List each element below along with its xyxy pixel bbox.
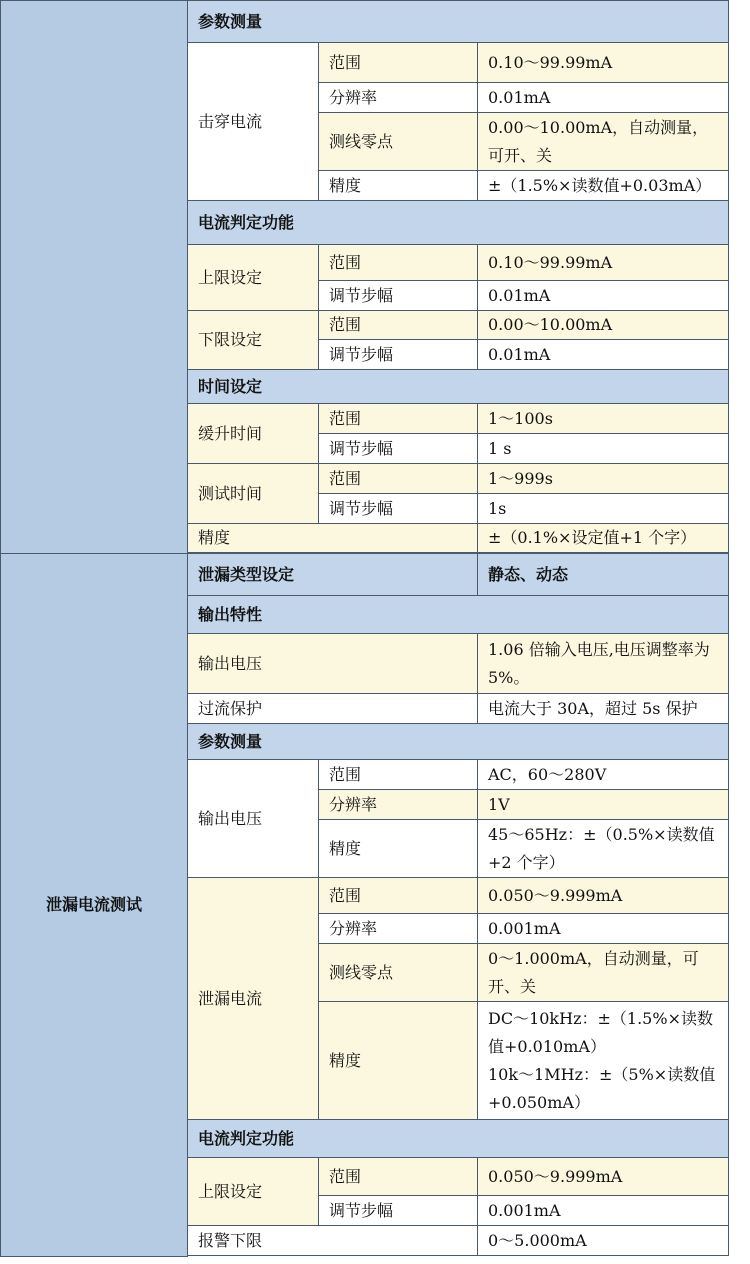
param-value: 0～5.000mA: [478, 1226, 729, 1256]
param-name: 调节步幅: [319, 494, 478, 524]
param-value: 0～1.000mA，自动测量，可开、关: [478, 944, 729, 1002]
param-value: 0.001mA: [478, 914, 729, 944]
param-name: 调节步幅: [319, 1196, 478, 1226]
param-name: 测线零点: [319, 113, 478, 171]
row-label: 泄漏电流: [188, 878, 319, 1120]
param-value: 静态、动态: [478, 554, 729, 596]
row-label: 击穿电流: [188, 43, 319, 201]
section-title: 电流判定功能: [188, 201, 729, 245]
row-label: 精度: [188, 524, 478, 553]
param-value: 45～65Hz：±（0.5%×读数值+2 个字）: [478, 820, 729, 878]
row-label: 缓升时间: [188, 404, 319, 464]
param-value: 0.00～10.00mA，自动测量，可开、关: [478, 113, 729, 171]
param-name: 范围: [319, 760, 478, 790]
row-label: 下限设定: [188, 311, 319, 370]
section-title: 参数测量: [188, 1, 729, 43]
param-value: 0.01mA: [478, 340, 729, 370]
param-name: 范围: [319, 1158, 478, 1196]
group-label-leak: 泄漏电流测试: [1, 554, 188, 1257]
row-label: 输出电压: [188, 760, 319, 878]
param-value: 0.01mA: [478, 83, 729, 113]
row-label: 测试时间: [188, 464, 319, 524]
param-value: 1.06 倍输入电压,电压调整率为 5%。: [478, 634, 729, 694]
param-value: 1 s: [478, 434, 729, 464]
param-value: 0.001mA: [478, 1196, 729, 1226]
param-name: 精度: [319, 820, 478, 878]
row-label: 报警下限: [188, 1226, 478, 1256]
param-value: 0.00～10.00mA: [478, 311, 729, 340]
param-name: 范围: [319, 464, 478, 494]
section-row: [1, 1, 729, 43]
param-value: ±（1.5%×读数值+0.03mA）: [478, 171, 729, 201]
row-label: 过流保护: [188, 694, 478, 724]
param-name: 精度: [319, 1002, 478, 1120]
spacer-row: [1, 1256, 729, 1257]
param-name: 分辨率: [319, 914, 478, 944]
row-label: 上限设定: [188, 1158, 319, 1226]
param-name: 范围: [319, 311, 478, 340]
accuracy-line-2: 10k～1MHz：±（5%×读数值+0.050mA）: [488, 1064, 716, 1112]
section-title: 输出特性: [188, 596, 729, 634]
param-value: AC，60～280V: [478, 760, 729, 790]
param-name: 调节步幅: [319, 434, 478, 464]
param-value: 1～100s: [478, 404, 729, 434]
param-name: 测线零点: [319, 944, 478, 1002]
param-value: 0.050～9.999mA: [478, 1158, 729, 1196]
table-row: [1, 554, 729, 596]
section-title: 参数测量: [188, 724, 729, 760]
param-name: 分辨率: [319, 790, 478, 820]
param-value: 0.050～9.999mA: [478, 878, 729, 914]
param-name: 分辨率: [319, 83, 478, 113]
row-label: 泄漏类型设定: [188, 554, 478, 596]
param-name: 调节步幅: [319, 281, 478, 311]
param-name: 范围: [319, 404, 478, 434]
section-title: 时间设定: [188, 370, 729, 404]
param-name: 精度: [319, 171, 478, 201]
param-value: 1～999s: [478, 464, 729, 494]
param-value: 1s: [478, 494, 729, 524]
param-value: 1V: [478, 790, 729, 820]
param-value: ±（0.1%×设定值+1 个字）: [478, 524, 729, 553]
param-name: 范围: [319, 245, 478, 281]
row-label: 输出电压: [188, 634, 478, 694]
group-label-upper: [1, 1, 188, 554]
section-title: 电流判定功能: [188, 1120, 729, 1158]
param-value: [478, 1002, 729, 1120]
param-value: 0.01mA: [478, 281, 729, 311]
param-name: 范围: [319, 43, 478, 83]
param-value: 0.10～99.99mA: [478, 245, 729, 281]
param-value: 0.10～99.99mA: [478, 43, 729, 83]
param-value: 电流大于 30A，超过 5s 保护: [478, 694, 729, 724]
accuracy-line-1: DC～10kHz：±（1.5%×读数值+0.010mA）: [488, 1008, 713, 1056]
param-name: 范围: [319, 878, 478, 914]
row-label: 上限设定: [188, 245, 319, 311]
param-name: 调节步幅: [319, 340, 478, 370]
